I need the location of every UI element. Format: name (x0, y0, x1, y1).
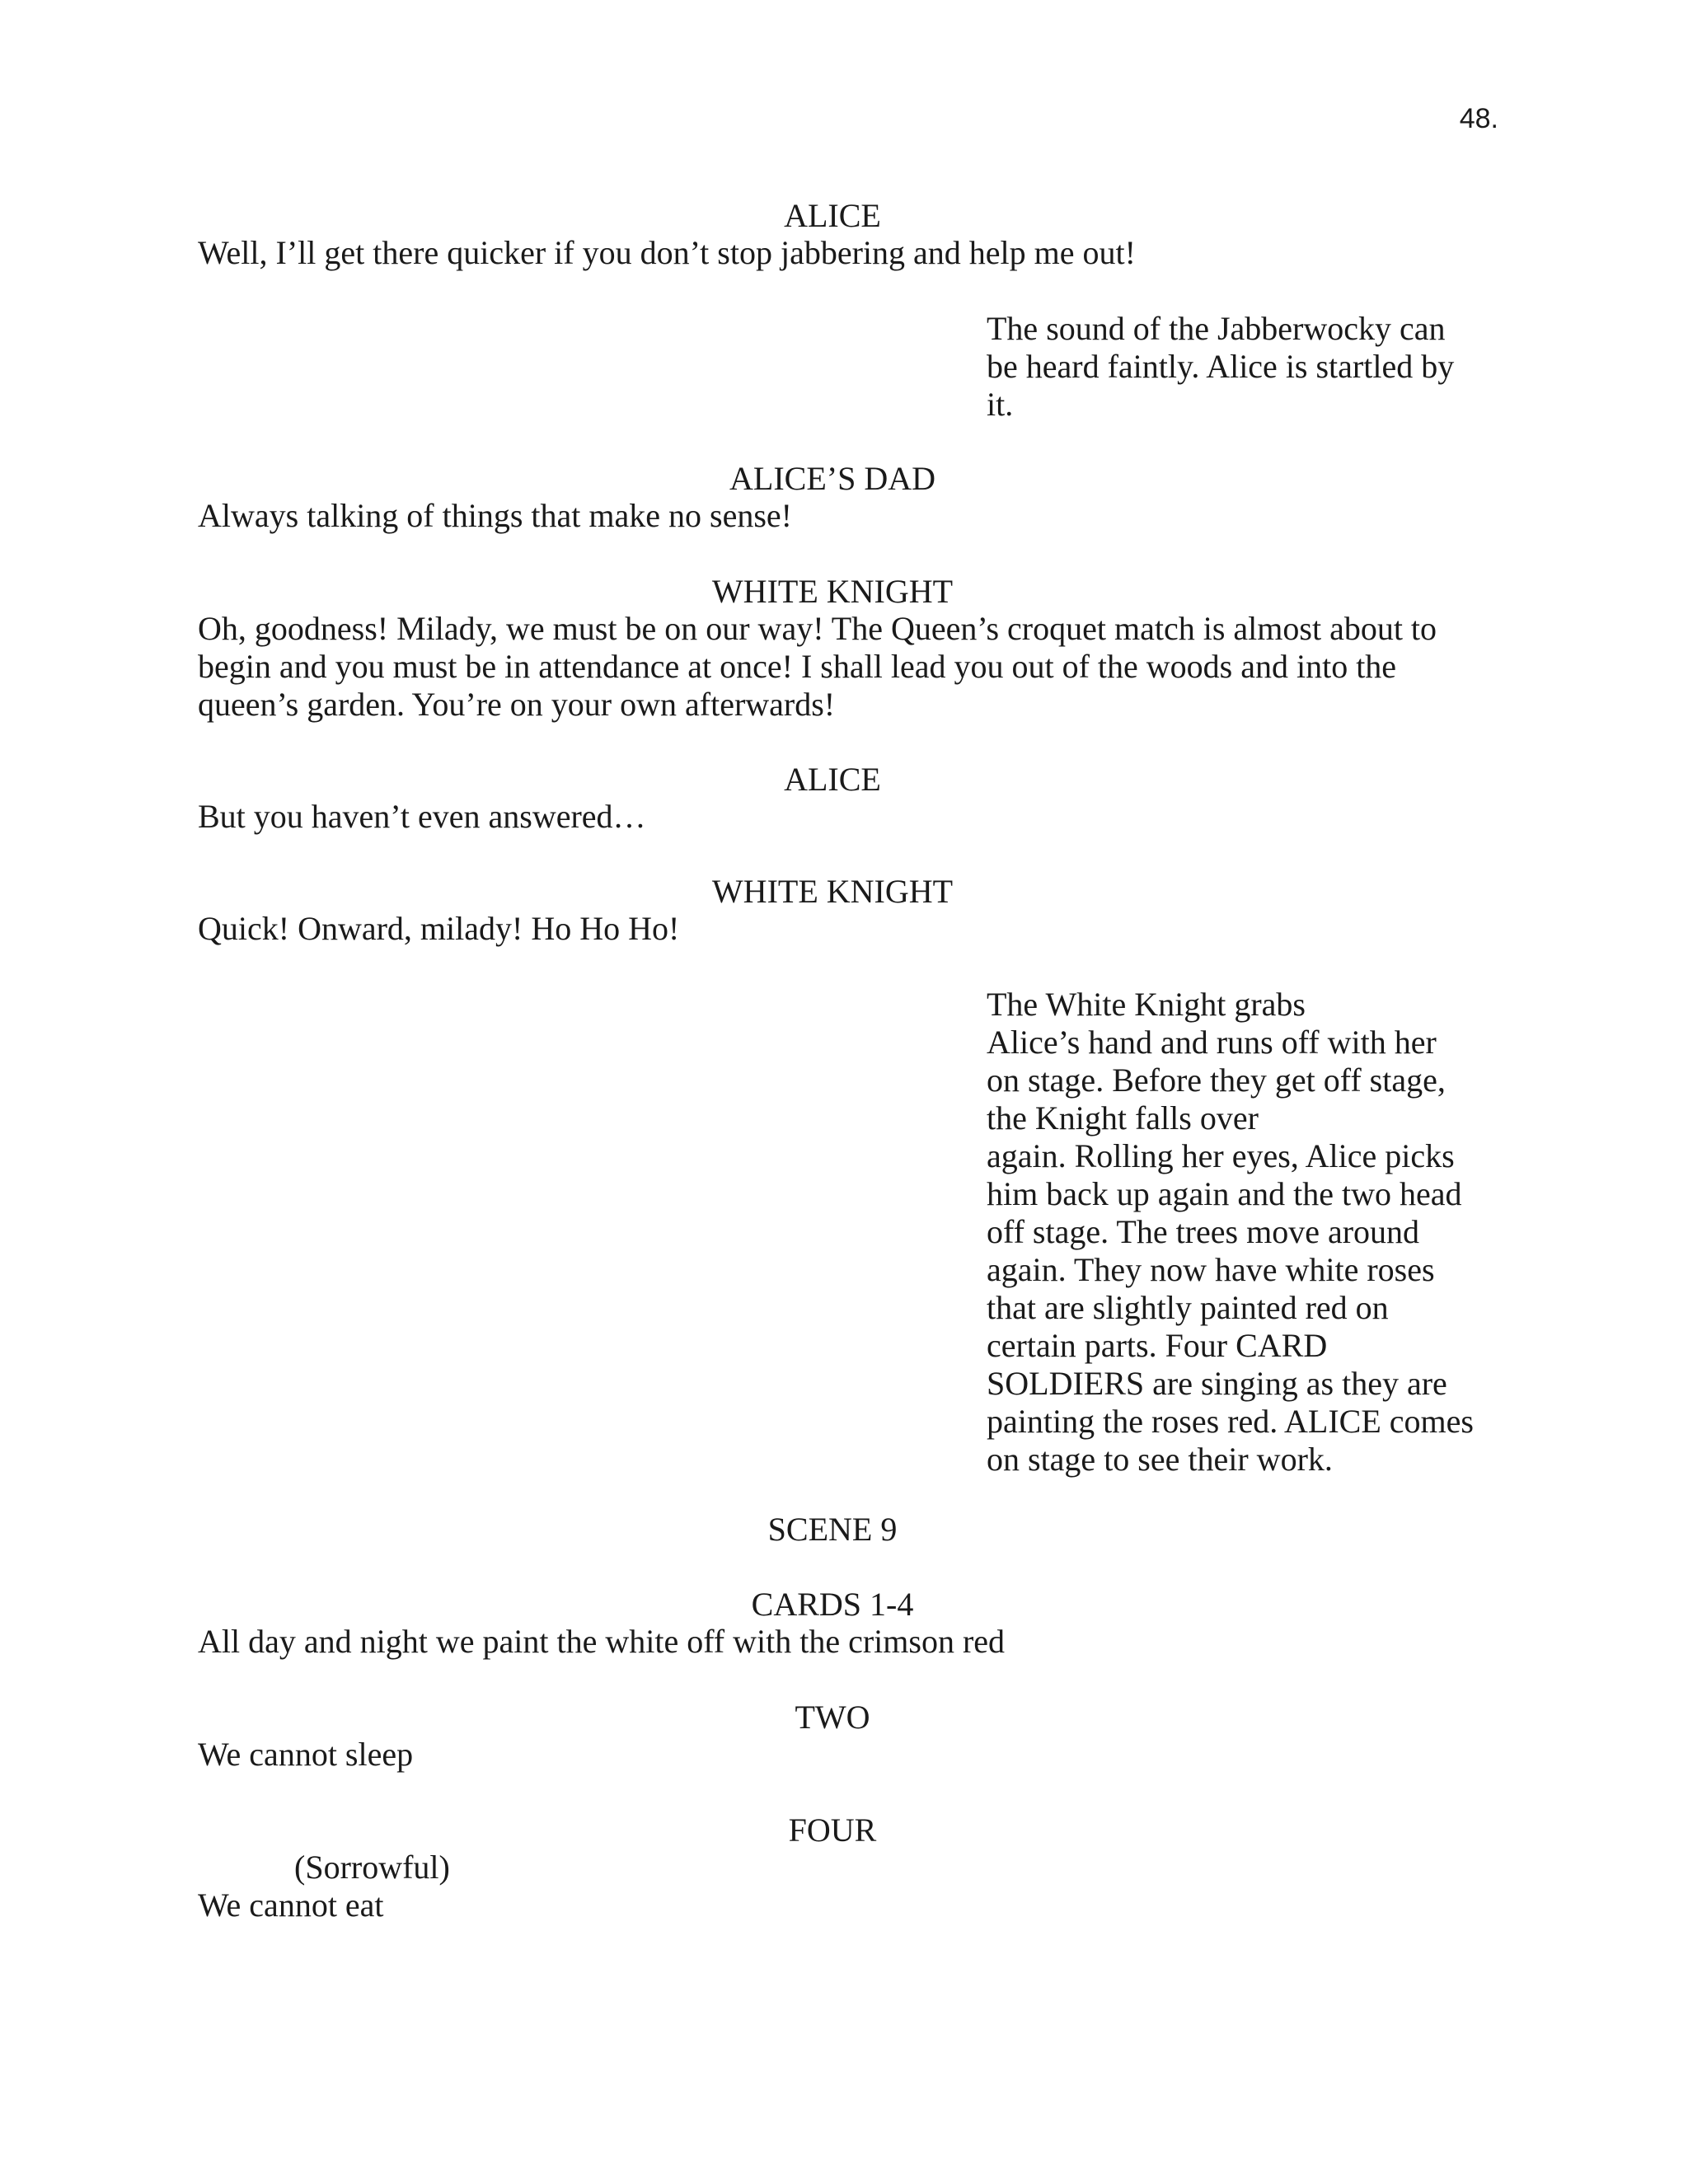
dialogue-line: All day and night we paint the white off with the crimson red (198, 1623, 1006, 1660)
dialogue-line: Quick! Onward, milady! Ho Ho Ho! (198, 910, 680, 947)
character-name: ALICE (784, 761, 881, 798)
dialogue-line: begin and you must be in attendance at once! I shall lead you out of the woods and into the (198, 648, 1397, 685)
stage-direction-line: SOLDIERS are singing as they are (987, 1365, 1447, 1402)
scene-heading: SCENE 9 (767, 1511, 898, 1548)
stage-direction-line: The sound of the Jabberwocky can (987, 310, 1446, 347)
stage-direction-line: painting the roses red. ALICE comes (987, 1403, 1474, 1440)
stage-direction-line: again. Rolling her eyes, Alice picks (987, 1137, 1455, 1174)
character-name: ALICE’S DAD (729, 460, 935, 497)
character-name: WHITE KNIGHT (711, 873, 954, 910)
dialogue-line: We cannot sleep (198, 1736, 414, 1773)
dialogue-line: Oh, goodness! Milady, we must be on our way! The Queen’s croquet match is almost about to (198, 610, 1437, 647)
stage-direction-line: the Knight falls over (987, 1099, 1259, 1137)
parenthetical: (Sorrowful) (294, 1849, 450, 1886)
character-name: WHITE KNIGHT (711, 573, 954, 610)
dialogue-line: But you haven’t even answered… (198, 798, 646, 835)
page-number: 48. (1459, 103, 1498, 134)
character-name: TWO (795, 1699, 870, 1736)
stage-direction-line: certain parts. Four CARD (987, 1327, 1328, 1364)
stage-direction-line: him back up again and the two head (987, 1175, 1462, 1212)
stage-direction-line: again. They now have white roses (987, 1251, 1435, 1288)
stage-direction-line: it. (987, 386, 1014, 423)
stage-direction-line: off stage. The trees move around (987, 1213, 1420, 1250)
stage-direction-line: that are slightly painted red on (987, 1289, 1389, 1326)
stage-direction-line: The White Knight grabs (987, 986, 1306, 1023)
dialogue-block (198, 610, 1484, 724)
dialogue-line: We cannot eat (198, 1886, 384, 1924)
stage-direction-line: be heard faintly. Alice is startled by (987, 348, 1455, 385)
dialogue-line: Always talking of things that make no sense! (198, 497, 792, 534)
stage-direction-line: on stage to see their work. (987, 1441, 1333, 1478)
stage-direction (987, 310, 1498, 424)
dialogue-line: queen’s garden. You’re on your own afterwards! (198, 686, 836, 723)
character-name: FOUR (788, 1811, 877, 1849)
character-name: ALICE (784, 197, 881, 234)
stage-direction-line: on stage. Before they get off stage, (987, 1062, 1446, 1099)
stage-direction (987, 986, 1498, 1479)
stage-direction-line: Alice’s hand and runs off with her (987, 1024, 1437, 1061)
character-name: CARDS 1-4 (751, 1586, 914, 1623)
dialogue-line: Well, I’ll get there quicker if you don’t stop jabbering and help me out! (198, 234, 1136, 271)
